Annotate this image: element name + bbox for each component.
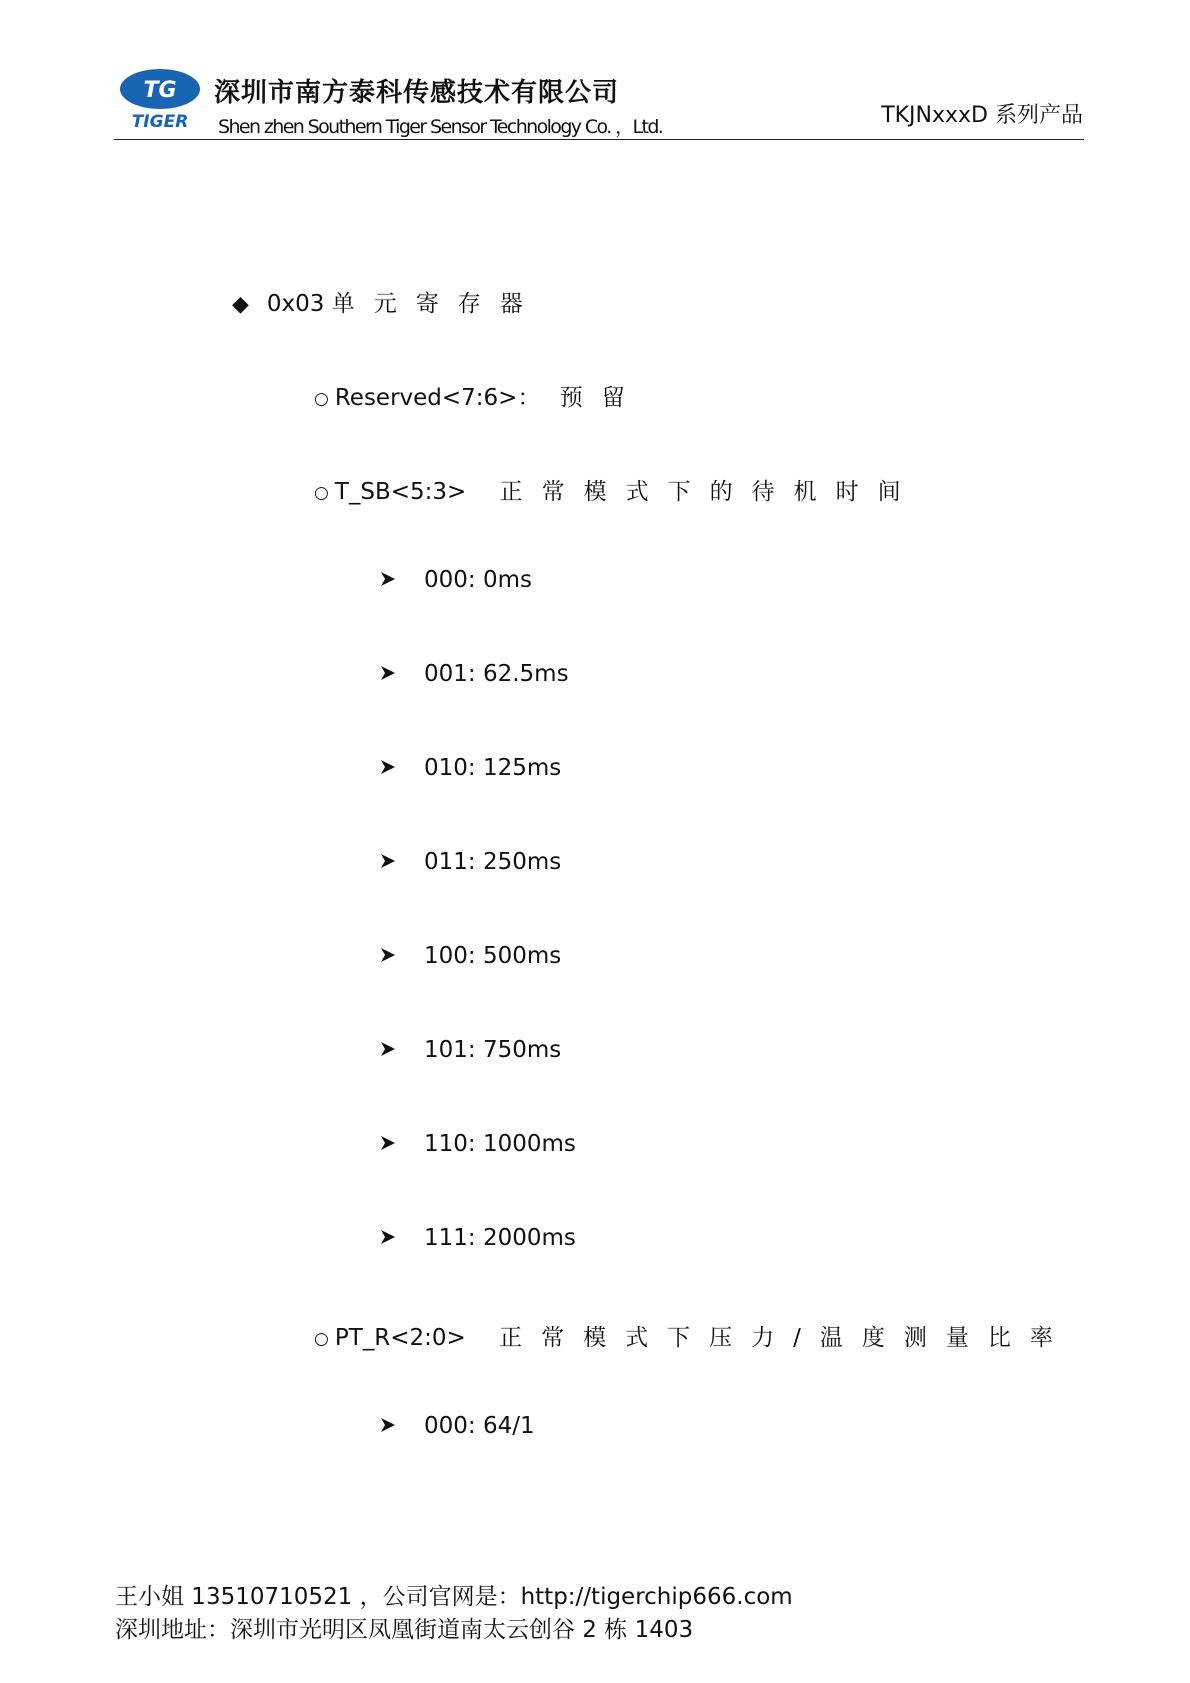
diamond-bullet-icon: ◆ xyxy=(232,292,249,317)
list-item: 010: 125ms xyxy=(378,755,561,781)
field-reserved xyxy=(314,379,644,412)
arrow-bullet-icon xyxy=(378,1133,398,1153)
company-name-en: Shen zhen Southern Tiger Sensor Technology Co. ，Ltd. xyxy=(218,116,663,138)
svg-text:TG: TG xyxy=(143,78,177,103)
product-line-label: TKJNxxxD 系列产品 xyxy=(881,103,1083,128)
circle-bullet-icon: ○ xyxy=(314,389,329,409)
list-item: 101: 750ms xyxy=(378,1037,561,1063)
list-item: 011: 250ms xyxy=(378,849,561,875)
field-pt-r xyxy=(314,1319,1072,1352)
list-item: 001: 62.5ms xyxy=(378,661,569,687)
circle-bullet-icon: ○ xyxy=(314,483,329,503)
footer-contact: 王小姐 13510710521 ，公司官网是：http://tigerchip666.com xyxy=(115,1584,793,1610)
arrow-bullet-icon xyxy=(378,1227,398,1247)
arrow-bullet-icon xyxy=(378,945,398,965)
section-code: 0x03 xyxy=(266,291,325,317)
list-item: 000: 0ms xyxy=(378,567,532,593)
company-name-cn: 深圳市南方泰科传感技术有限公司 xyxy=(214,78,620,108)
header-divider xyxy=(114,139,1084,140)
arrow-bullet-icon xyxy=(378,569,398,589)
tiger-logo-icon xyxy=(117,67,203,137)
circle-bullet-icon: ○ xyxy=(314,1329,329,1349)
list-item: 110: 1000ms xyxy=(378,1131,576,1157)
list-item: 111: 2000ms xyxy=(378,1225,576,1251)
footer-address: 深圳地址：深圳市光明区凤凰街道南太云创谷 2 栋 1403 xyxy=(115,1617,694,1643)
field-t-sb xyxy=(314,473,920,506)
list-item: 100: 500ms xyxy=(378,943,561,969)
arrow-bullet-icon xyxy=(378,757,398,777)
field-desc: 正常模式下压力/温度测量比率 xyxy=(499,1325,1072,1351)
field-desc: 预留 xyxy=(559,385,644,411)
page-header xyxy=(0,0,1190,160)
field-name: PT_R<2:0> xyxy=(334,1325,466,1351)
arrow-bullet-icon xyxy=(378,851,398,871)
svg-text:TIGER: TIGER xyxy=(131,112,189,132)
arrow-bullet-icon xyxy=(378,663,398,683)
field-name: T_SB<5:3> xyxy=(334,479,467,505)
section-title: 单元寄存器 xyxy=(331,291,542,317)
arrow-bullet-icon xyxy=(378,1039,398,1059)
section-heading xyxy=(232,285,542,318)
arrow-bullet-icon xyxy=(378,1415,398,1435)
list-item: 000: 64/1 xyxy=(378,1413,535,1439)
field-desc: 正常模式下的待机时间 xyxy=(499,479,920,505)
field-name: Reserved<7:6>： xyxy=(334,385,541,411)
